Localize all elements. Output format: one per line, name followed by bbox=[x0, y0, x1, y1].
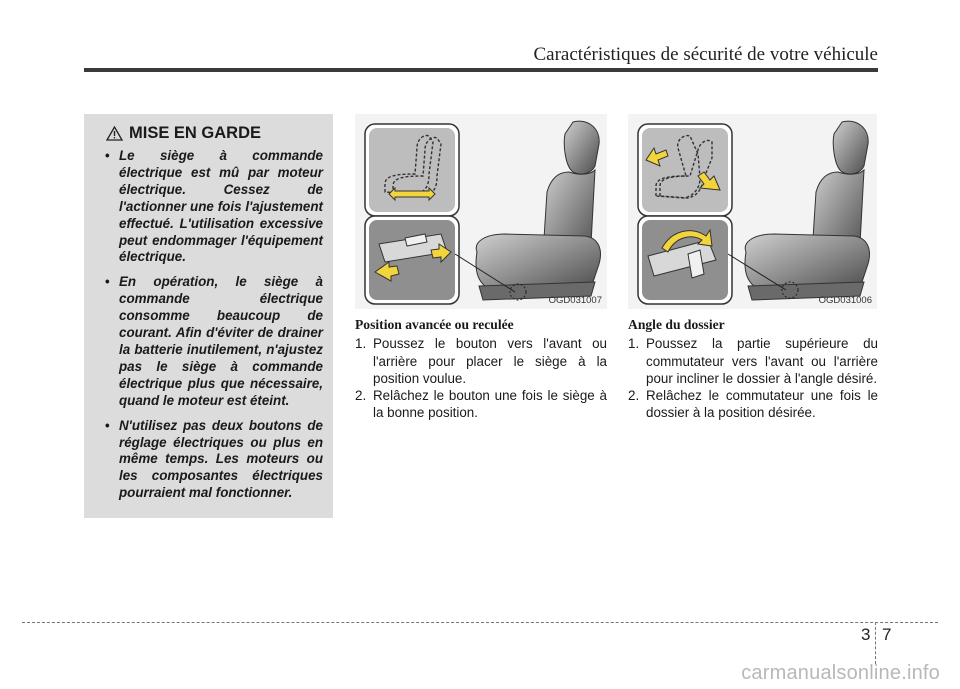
seatback-angle-figure bbox=[628, 114, 877, 309]
figure-code: OGD031006 bbox=[818, 295, 872, 306]
warning-item bbox=[104, 148, 323, 266]
seatback-angle-illustration bbox=[628, 114, 877, 309]
warning-item-text: Le siège à commande électrique est mû par moteur électrique. Cessez de l'actionner une fois l'ajustement effectué. L'utilisation excessive peut endommager l'équipement électrique. bbox=[119, 148, 323, 265]
page-number-separator bbox=[875, 622, 876, 664]
section-seat-position bbox=[355, 316, 607, 422]
step-text: Poussez le bouton vers l'avant ou l'arrière pour placer le siège à la position voulue. bbox=[373, 336, 607, 386]
step-item bbox=[355, 335, 607, 387]
header-rule bbox=[84, 68, 878, 72]
step-text: Relâchez le commutateur une fois le dossier à la position désirée. bbox=[646, 388, 878, 421]
chapter-number: 3 bbox=[861, 625, 871, 644]
section-heading: Position avancée ou reculée bbox=[355, 317, 514, 332]
seat-icon bbox=[476, 121, 601, 300]
seat-slide-illustration bbox=[355, 114, 607, 309]
step-text: Poussez la partie supérieure du commutateur vers l'avant ou l'arrière pour incliner le dossier à l'angle désiré. bbox=[646, 336, 878, 386]
seat-slide-figure bbox=[355, 114, 607, 309]
bullet: • bbox=[105, 148, 110, 163]
warning-item-text: En opération, le siège à commande électrique consomme beaucoup de courant. Afin d'éviter de drainer la batterie inutilement, n'ajustez pas le siège à commande électrique plus que nécessaire, quand le moteur est éteint. bbox=[119, 274, 323, 408]
steps-list bbox=[355, 335, 607, 421]
step-item bbox=[355, 387, 607, 422]
warning-list bbox=[104, 148, 323, 502]
warning-item bbox=[104, 274, 323, 409]
warning-item-text: N'utilisez pas deux boutons de réglage électriques ou plus en même temps. Les moteurs ou les composantes électriques pourraient mal fonctionner. bbox=[119, 417, 323, 501]
step-number: 1. bbox=[355, 336, 367, 352]
footer-divider bbox=[22, 622, 938, 623]
bullet: • bbox=[105, 417, 110, 433]
warning-triangle-icon bbox=[106, 126, 123, 141]
page-header-title: Caractéristiques de sécurité de votre véhicule bbox=[533, 44, 878, 65]
figure-code: OGD031007 bbox=[548, 295, 602, 306]
warning-heading bbox=[106, 124, 323, 143]
bullet: • bbox=[105, 274, 110, 290]
page-number: 7 bbox=[882, 625, 892, 644]
warning-title: MISE EN GARDE bbox=[129, 124, 262, 142]
section-seatback-angle bbox=[628, 316, 878, 422]
watermark: carmanualsonline.info bbox=[741, 662, 940, 684]
seat-icon bbox=[745, 121, 870, 300]
warning-box bbox=[84, 114, 333, 518]
step-item bbox=[628, 335, 878, 387]
step-item bbox=[628, 387, 878, 422]
step-text: Relâchez le bouton une fois le siège à la bonne position. bbox=[373, 388, 607, 421]
steps-list bbox=[628, 335, 878, 421]
step-number: 2. bbox=[355, 388, 367, 404]
step-number: 1. bbox=[628, 336, 640, 352]
warning-item bbox=[104, 418, 323, 503]
section-heading: Angle du dossier bbox=[628, 317, 725, 332]
step-number: 2. bbox=[628, 388, 640, 404]
